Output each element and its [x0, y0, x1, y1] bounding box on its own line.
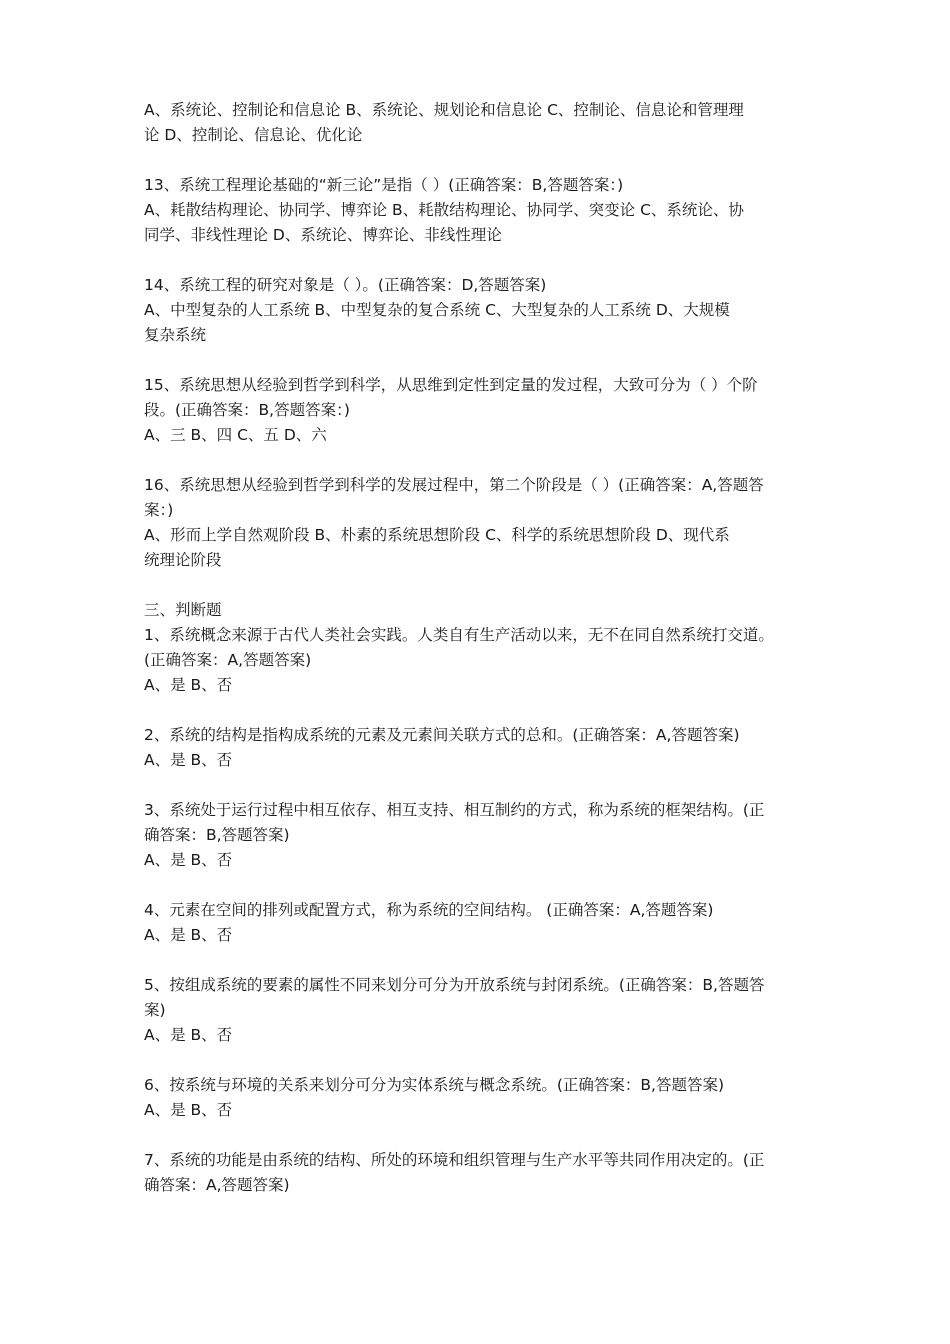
text-line: 2、系统的结构是指构成系统的元素及元素间关联方式的总和。(正确答案：A,答题答案) — [144, 726, 740, 744]
paragraph-gap — [144, 873, 810, 898]
text-line: 确答案：B,答题答案) — [144, 826, 290, 844]
text-line: 确答案：A,答题答案) — [144, 1176, 290, 1194]
text-line: 1、系统概念来源于古代人类社会实践。人类自有生产活动以来，无不在同自然系统打交道。 — [144, 626, 774, 644]
text-line: A、三 B、四 C、五 D、六 — [144, 426, 327, 444]
paragraph-gap — [144, 773, 810, 798]
text-line: 复杂系统 — [144, 326, 207, 344]
text-line: 14、系统工程的研究对象是（ ）。(正确答案：D,答题答案) — [144, 276, 547, 294]
text-line: A、系统论、控制论和信息论 B、系统论、规划论和信息论 C、控制论、信息论和管理理 — [144, 101, 744, 119]
paragraph-gap — [144, 1048, 810, 1073]
text-line: A、中型复杂的人工系统 B、中型复杂的复合系统 C、大型复杂的人工系统 D、大规模 — [144, 301, 730, 319]
paragraph-gap — [144, 348, 810, 373]
text-line: A、是 B、否 — [144, 1101, 233, 1119]
paragraph-gap — [144, 148, 810, 173]
text-line: 16、系统思想从经验到哲学到科学的发展过程中，第二个阶段是（ ）(正确答案：A,答题答 — [144, 476, 764, 494]
text-line: 三、判断题 — [144, 601, 222, 619]
paragraph-gap — [144, 448, 810, 473]
text-line: 3、系统处于运行过程中相互依存、相互支持、相互制约的方式，称为系统的框架结构。(正 — [144, 801, 765, 819]
paragraph-gap — [144, 698, 810, 723]
text-line: 案：) — [144, 501, 174, 519]
paragraph-gap — [144, 573, 810, 598]
text-line: 5、按组成系统的要素的属性不同来划分可分为开放系统与封闭系统。(正确答案：B,答题答 — [144, 976, 765, 994]
text-line: 7、系统的功能是由系统的结构、所处的环境和组织管理与生产水平等共同作用决定的。(正 — [144, 1151, 765, 1169]
text-line: 6、按系统与环境的关系来划分可分为实体系统与概念系统。(正确答案：B,答题答案) — [144, 1076, 725, 1094]
text-line: A、耗散结构理论、协同学、博弈论 B、耗散结构理论、协同学、突变论 C、系统论、协 — [144, 201, 744, 219]
text-line: 13、系统工程理论基础的“新三论”是指（ ）(正确答案：B,答题答案：) — [144, 176, 624, 194]
paragraph-gap — [144, 1123, 810, 1148]
text-line: A、形而上学自然观阶段 B、朴素的系统思想阶段 C、科学的系统思想阶段 D、现代系 — [144, 526, 730, 544]
text-line: A、是 B、否 — [144, 751, 233, 769]
text-line: A、是 B、否 — [144, 851, 233, 869]
text-line: 同学、非线性理论 D、系统论、博弈论、非线性理论 — [144, 226, 502, 244]
text-line: (正确答案：A,答题答案) — [144, 651, 312, 669]
text-line: A、是 B、否 — [144, 676, 233, 694]
text-line: 案) — [144, 1001, 166, 1019]
paragraph-gap — [144, 948, 810, 973]
text-line: 15、系统思想从经验到哲学到科学，从思维到定性到定量的发过程，大致可分为（ ）个阶 — [144, 376, 758, 394]
text-line: A、是 B、否 — [144, 1026, 233, 1044]
document-body — [144, 98, 810, 1198]
text-line: 统理论阶段 — [144, 551, 222, 569]
paragraph-gap — [144, 248, 810, 273]
text-line: 4、元素在空间的排列或配置方式，称为系统的空间结构。 (正确答案：A,答题答案) — [144, 901, 714, 919]
text-line: 论 D、控制论、信息论、优化论 — [144, 126, 363, 144]
text-line: 段。(正确答案：B,答题答案：) — [144, 401, 350, 419]
text-line: A、是 B、否 — [144, 926, 233, 944]
